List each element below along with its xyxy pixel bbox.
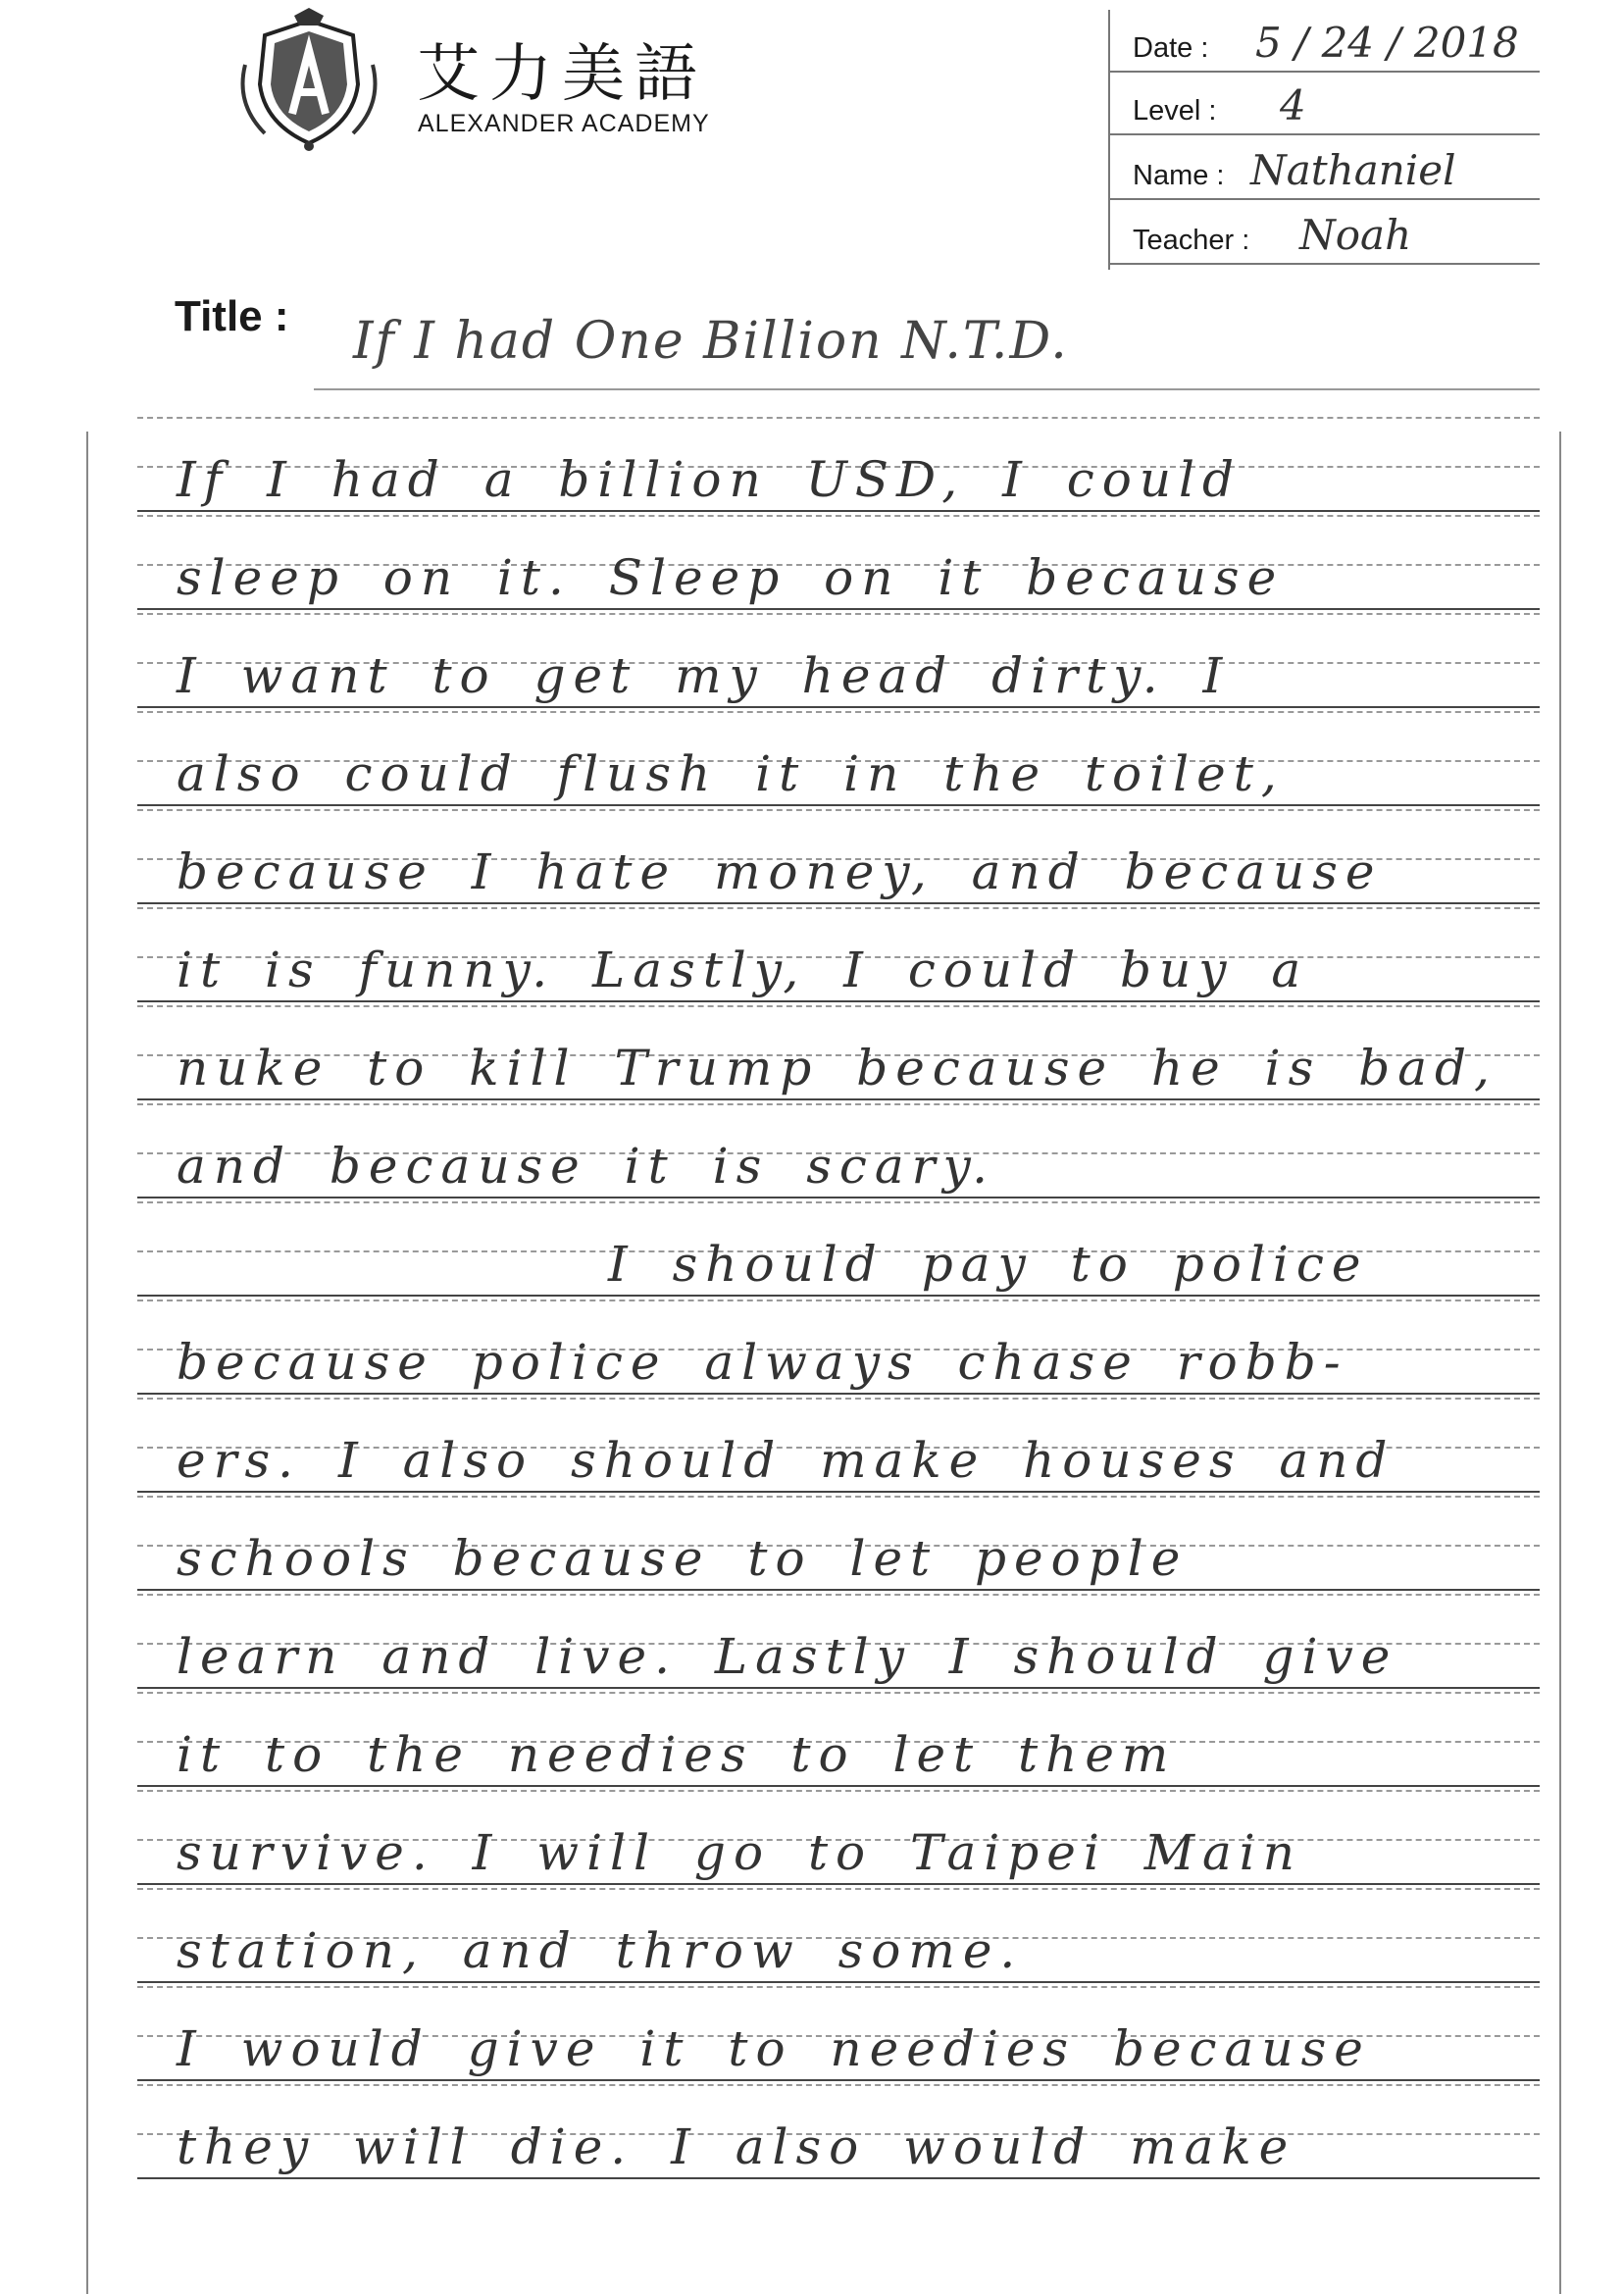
essay-line-text: I should pay to police [608,1236,1369,1293]
essay-line [137,1103,1540,1198]
level-value: 4 [1280,81,1306,129]
date-label: Date : [1133,32,1209,64]
essay-line-text: because I hate money, and because [177,843,1383,900]
essay-line [137,1201,1540,1297]
crest-icon [235,6,382,153]
essay-line-text: it is funny. Lastly, I could buy a [177,942,1309,998]
date-row [1108,10,1540,73]
essay-line [137,711,1540,806]
title-underline [314,388,1540,390]
logo-english-name: ALEXANDER ACADEMY [418,110,710,137]
essay-line-text: because police always chase robb- [177,1334,1348,1391]
essay-line-text: and because it is scary. [177,1138,996,1195]
date-value: 5 / 24 / 2018 [1255,19,1519,67]
essay-line-text: survive. I will go to Taipei Main [177,1824,1302,1881]
title-label: Title : [175,292,289,340]
essay-line [137,1496,1540,1591]
essay-line [137,417,1540,512]
essay-line [137,1594,1540,1689]
essay-line [137,1005,1540,1100]
essay-writing-area [137,417,1540,2182]
essay-line-text: I would give it to needies because [177,2020,1371,2077]
essay-line-text: station, and throw some. [177,1922,1024,1979]
essay-line [137,1300,1540,1395]
right-margin-line [1559,432,1561,2294]
level-label: Level : [1133,95,1217,127]
essay-line-text: sleep on it. Sleep on it because [177,549,1285,606]
logo-chinese-name: 艾力美語 [417,38,707,111]
essay-line-text: it to the needies to let them [177,1726,1177,1783]
teacher-value: Noah [1299,211,1412,259]
essay-line [137,809,1540,904]
essay-line [137,613,1540,708]
name-label: Name : [1133,160,1225,191]
academy-logo [235,6,745,153]
essay-line [137,1790,1540,1885]
essay-line-text: ers. I also should make houses and [177,1432,1396,1489]
essay-line [137,1692,1540,1787]
name-row [1108,137,1540,200]
level-row [1108,73,1540,135]
essay-line [137,2084,1540,2179]
essay-line-text: learn and live. Lastly I should give [177,1628,1398,1685]
essay-line-text: also could flush it in the toilet, [177,745,1285,802]
essay-title: If I had One Billion N.T.D. [353,312,1069,371]
name-value: Nathaniel [1250,146,1456,194]
essay-line [137,515,1540,610]
essay-line [137,907,1540,1002]
essay-line-text: I want to get my head dirty. I [177,647,1231,704]
essay-line [137,1888,1540,1983]
student-info-box [1108,10,1540,270]
essay-line [137,1398,1540,1493]
essay-line-text: If I had a billion USD, I could [177,451,1243,508]
essay-line-text: nuke to kill Trump because he is bad, [177,1040,1497,1096]
essay-line-text: schools because to let people [177,1530,1189,1587]
teacher-label: Teacher : [1133,225,1250,256]
teacher-row [1108,202,1540,265]
essay-line-text: they will die. I also would make [177,2118,1296,2175]
left-margin-line [86,432,88,2294]
essay-line [137,1986,1540,2081]
